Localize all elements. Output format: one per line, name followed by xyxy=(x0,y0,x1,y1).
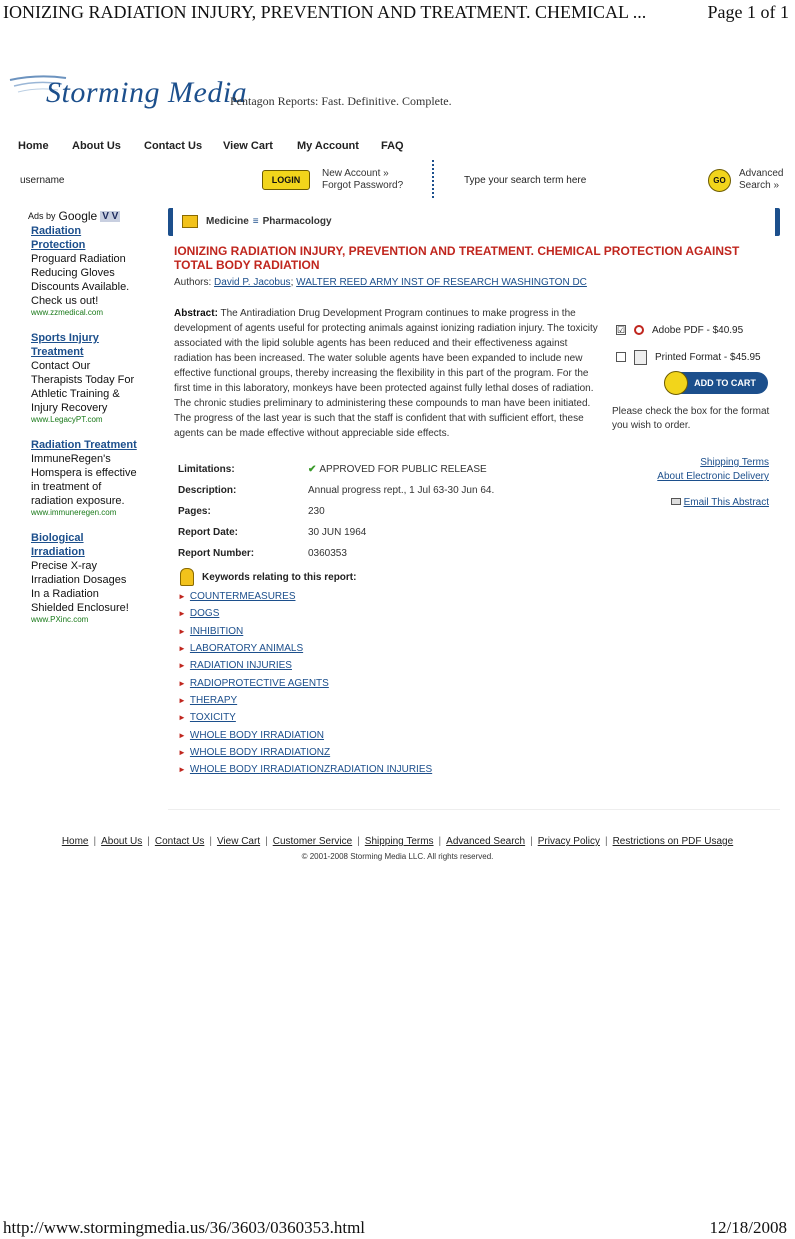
divider xyxy=(432,160,434,198)
arrow-icon: ► xyxy=(178,609,186,619)
keyword-link[interactable]: COUNTERMEASURES xyxy=(189,591,296,603)
keyword-link[interactable]: TOXICITY xyxy=(189,712,236,724)
key-icon xyxy=(180,568,194,586)
footer-pdf-restrictions[interactable]: Restrictions on PDF Usage xyxy=(612,836,734,847)
checkmark-icon: ✔ xyxy=(308,464,317,475)
new-account-link[interactable]: New Account » xyxy=(322,168,389,179)
detail-value: 0360353 xyxy=(308,548,347,559)
document-icon xyxy=(634,350,647,365)
shipping-terms-link[interactable]: Shipping Terms xyxy=(700,457,769,468)
breadcrumb-text xyxy=(206,216,332,227)
login-button[interactable]: LOGIN xyxy=(262,170,310,190)
detail-value: 230 xyxy=(308,506,325,517)
ad-item xyxy=(28,224,138,317)
ad-url[interactable]: www.LegacyPT.com xyxy=(31,415,103,424)
ad-item xyxy=(28,531,138,624)
add-to-cart-label: ADD TO CART xyxy=(694,378,756,388)
add-to-cart-button[interactable] xyxy=(666,372,768,394)
keyword-item xyxy=(178,657,432,674)
ad-title[interactable]: Radiation Protection xyxy=(31,225,86,251)
go-button[interactable]: GO xyxy=(708,169,731,192)
keyword-item xyxy=(178,674,432,691)
footer-privacy-policy[interactable]: Privacy Policy xyxy=(537,836,600,847)
detail-value xyxy=(308,464,487,475)
advanced-search-line1: Advanced xyxy=(739,168,784,179)
advanced-search-line2: Search » xyxy=(739,180,780,191)
footer-links: Home | About Us | Contact Us | View Cart | Customer Service | Shipping Terms | Advanced Search | Privacy Policy | Restrictions on PDF Usage xyxy=(61,836,734,847)
report-details xyxy=(178,464,598,569)
ad-item xyxy=(28,438,138,517)
breadcrumb-right-cap xyxy=(775,208,780,236)
advanced-search-link[interactable] xyxy=(739,168,783,192)
email-abstract-link[interactable]: Email This Abstract xyxy=(683,497,769,508)
ad-body: ImmuneRegen's Homspera is effective in treatment of radiation exposure. xyxy=(31,453,137,507)
keyword-link[interactable]: WHOLE BODY IRRADIATIONZRADIATION INJURIES xyxy=(189,764,433,776)
print-page-number: Page 1 of 1 xyxy=(707,2,789,22)
ad-item xyxy=(28,331,138,424)
ad-url[interactable]: www.zzmedical.com xyxy=(31,308,104,317)
ads-sidebar xyxy=(28,208,138,638)
abstract xyxy=(174,306,606,441)
detail-row-date xyxy=(178,527,598,548)
detail-key: Pages: xyxy=(178,506,211,517)
adobe-pdf-icon xyxy=(634,325,644,335)
nav-view-cart[interactable]: View Cart xyxy=(223,140,273,152)
print-url: http://www.stormingmedia.us/36/3603/0360353.html xyxy=(3,1218,366,1237)
keyword-item xyxy=(178,709,432,726)
arrow-icon: ► xyxy=(178,678,186,688)
print-price: Printed Format - $45.95 xyxy=(655,351,761,363)
nav-my-account[interactable]: My Account xyxy=(297,140,359,152)
cart-icon xyxy=(664,371,688,395)
ad-title[interactable]: Radiation Treatment xyxy=(31,439,137,451)
breadcrumb xyxy=(168,208,780,236)
nav-about-us[interactable]: About Us xyxy=(72,140,121,152)
ad-url[interactable]: www.PXinc.com xyxy=(31,615,89,624)
keyword-link[interactable]: RADIATION INJURIES xyxy=(189,660,292,672)
keyword-item xyxy=(178,623,432,640)
order-panel xyxy=(612,320,777,431)
pdf-price: Adobe PDF - $40.95 xyxy=(652,324,744,336)
footer-advanced-search[interactable]: Advanced Search xyxy=(446,836,526,847)
breadcrumb-category[interactable]: Medicine xyxy=(206,216,249,227)
keywords-list xyxy=(178,588,432,778)
google-logo: Google xyxy=(58,209,98,223)
detail-row-limitations xyxy=(178,464,598,485)
report-title: IONIZING RADIATION INJURY, PREVENTION AND TREATMENT. CHEMICAL PROTECTION AGAINST TOTAL BODY RADIATION xyxy=(174,244,740,272)
ad-body: Precise X-ray Irradiation Dosages In a Radiation Shielded Enclosure! xyxy=(31,560,129,614)
footer-about-us[interactable]: About Us xyxy=(101,836,143,847)
folder-icon xyxy=(182,215,198,228)
keyword-link[interactable]: WHOLE BODY IRRADIATION xyxy=(189,729,325,741)
abstract-text: The Antiradiation Drug Development Program continues to make progress in the development of agents useful for protecting animals against ionizing radiation injury. The toxicity associated with the lipid soluble agents has been reduced and their effectiveness against radiation has been increased. The water soluble agents have been expanded to include new effective functional groups, thereby increasing the flexibility in this part of the program. For the first time in this laboratory, monkeys have been protected against fully lethal doses of radiation. The chronic studies preliminary to administering these compounds to man have been initiated. The progress of the last year is such that the staff is confident that with sufficient effort, these agents can be made effective without appreciable side effects. xyxy=(174,308,598,439)
print-header xyxy=(0,0,795,26)
nav-contact-us[interactable]: Contact Us xyxy=(144,140,203,152)
login-search-bar xyxy=(0,160,795,204)
detail-value: Annual progress rept., 1 Jul 63-30 Jun 64. xyxy=(308,485,495,496)
keywords-heading-text: Keywords relating to this report: xyxy=(202,571,357,583)
footer-view-cart[interactable]: View Cart xyxy=(216,836,261,847)
breadcrumb-separator: ≡ xyxy=(252,216,259,227)
detail-key: Limitations: xyxy=(178,464,235,475)
limitations-value: APPROVED FOR PUBLIC RELEASE xyxy=(319,464,487,475)
detail-key: Report Number: xyxy=(178,548,255,559)
footer-contact-us[interactable]: Contact Us xyxy=(154,836,205,847)
keyword-item xyxy=(178,692,432,709)
arrow-icon: ► xyxy=(178,713,186,723)
footer-shipping-terms[interactable]: Shipping Terms xyxy=(364,836,434,847)
arrow-icon: ► xyxy=(178,592,186,602)
keyword-item xyxy=(178,640,432,657)
logo-tagline: Pentagon Reports: Fast. Definitive. Complete. xyxy=(230,94,452,108)
order-option-pdf xyxy=(612,320,777,340)
pdf-checkbox[interactable]: ☑ xyxy=(617,325,626,335)
order-note: Please check the box for the format you wish to order. xyxy=(612,406,770,431)
ad-url[interactable]: www.immuneregen.com xyxy=(31,508,117,517)
detail-row-pages xyxy=(178,506,598,527)
breadcrumb-left-cap xyxy=(168,208,173,236)
arrow-icon: ► xyxy=(178,626,186,636)
keyword-link[interactable]: WHOLE BODY IRRADIATIONZ xyxy=(189,746,331,758)
email-abstract xyxy=(671,497,769,508)
keyword-item xyxy=(178,588,432,605)
author-org-link[interactable]: WALTER REED ARMY INST OF RESEARCH WASHINGTON DC xyxy=(296,277,587,288)
search-input[interactable]: Type your search term here xyxy=(464,175,587,186)
authors-label: Authors: xyxy=(174,277,212,288)
keyword-item xyxy=(178,605,432,622)
ad-title[interactable]: Biological Irradiation xyxy=(31,532,85,558)
nav-home[interactable]: Home xyxy=(18,140,49,152)
authors-line: Authors: David P. Jacobus; WALTER REED ARMY INST OF RESEARCH WASHINGTON DC xyxy=(174,277,587,288)
forgot-password-link[interactable]: Forgot Password? xyxy=(322,180,404,191)
print-checkbox[interactable] xyxy=(616,352,626,362)
nav-faq[interactable]: FAQ xyxy=(381,140,404,152)
arrow-icon: ► xyxy=(178,730,186,740)
breadcrumb-subcategory[interactable]: Pharmacology xyxy=(262,216,332,227)
print-title: IONIZING RADIATION INJURY, PREVENTION AND TREATMENT. CHEMICAL ... xyxy=(3,2,647,22)
keyword-item xyxy=(178,761,432,778)
detail-key: Description: xyxy=(178,485,237,496)
site-logo[interactable] xyxy=(8,72,468,124)
keyword-link[interactable]: INHIBITION xyxy=(189,625,244,637)
ads-nav-arrows[interactable]: V V xyxy=(102,210,119,222)
detail-row-number xyxy=(178,548,598,569)
ads-by-label: Ads by xyxy=(28,211,56,221)
keyword-link[interactable]: DOGS xyxy=(189,608,220,620)
detail-value: 30 JUN 1964 xyxy=(308,527,367,538)
ad-body: Contact Our Therapists Today For Athletic Training & Injury Recovery xyxy=(31,360,135,414)
detail-row-description xyxy=(178,485,598,506)
print-date: 12/18/2008 xyxy=(709,1218,787,1237)
ads-header xyxy=(28,208,138,224)
keyword-link[interactable]: RADIOPROTECTIVE AGENTS xyxy=(189,677,329,689)
detail-key: Report Date: xyxy=(178,527,239,538)
electronic-delivery-link[interactable]: About Electronic Delivery xyxy=(657,471,769,482)
arrow-icon: ► xyxy=(178,644,186,654)
logo-brand: Storming Media xyxy=(46,76,248,109)
username-field[interactable]: username xyxy=(20,175,65,186)
arrow-icon: ► xyxy=(178,765,186,775)
ad-body: Proguard Radiation Reducing Gloves Discounts Available. Check us out! xyxy=(31,253,130,307)
keyword-link[interactable]: THERAPY xyxy=(189,694,238,706)
author-link[interactable]: David P. Jacobus xyxy=(214,277,291,288)
order-option-print xyxy=(612,347,777,367)
keywords-heading xyxy=(180,568,356,586)
side-links xyxy=(657,456,769,484)
abstract-label: Abstract: xyxy=(174,308,218,319)
ad-title[interactable]: Sports Injury Treatment xyxy=(31,332,99,358)
account-links xyxy=(322,168,403,192)
footer-customer-service[interactable]: Customer Service xyxy=(272,836,353,847)
arrow-icon: ► xyxy=(178,695,186,705)
copyright: © 2001-2008 Storming Media LLC. All rights reserved. xyxy=(301,852,494,861)
arrow-icon: ► xyxy=(178,747,186,757)
keyword-link[interactable]: LABORATORY ANIMALS xyxy=(189,643,304,655)
keyword-item xyxy=(178,726,432,743)
envelope-icon xyxy=(671,498,681,505)
footer-home[interactable]: Home xyxy=(61,836,89,847)
arrow-icon: ► xyxy=(178,661,186,671)
keyword-item xyxy=(178,744,432,761)
content-bottom-border xyxy=(168,800,780,810)
